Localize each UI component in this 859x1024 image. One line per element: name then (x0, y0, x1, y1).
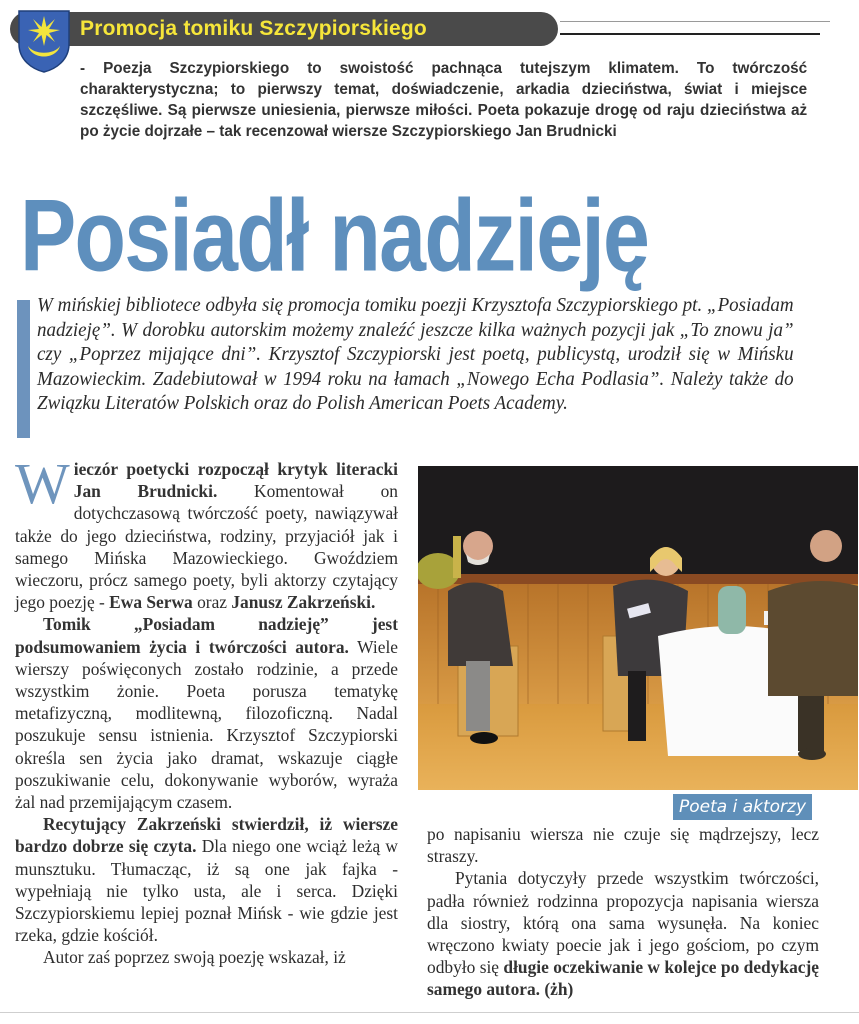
p1-bold-intro: ieczór poetycki rozpoczął krytyk literacki Jan Brudnicki. (73, 459, 398, 502)
p5-bold-end: długie oczekiwanie w kolejce po dedykację samego autora. (żh) (427, 957, 820, 1000)
p3-bold-intro: Recytujący Zakrzeński stwierdził, iż wiersze bardzo dobrze się czyta. (15, 814, 398, 857)
page-bottom-edge (0, 1012, 859, 1013)
photo-illustration (418, 466, 858, 790)
body-column-left (15, 451, 398, 969)
paragraph-5 (427, 867, 819, 1000)
drop-cap: W (15, 451, 70, 516)
p5-text: Pytania dotyczyły przede wszystkim twórczości, padła również rodzinna propozycja napisania wiersza dla siostry, którą ona sama wysunęła. Na koniec wręczono kwiaty poecie jak i jego gościom, po czym odbyło się (427, 868, 819, 978)
minsk-mazowiecki-coat-of-arms-icon (16, 8, 72, 74)
p3-text: Dla niego one wciąż leżą w munsztuku. Tłumacząc, iż są one jak fajka - wypełniają nie tylko usta, ale i serca. Dzięki Szczypiorskiemu lepiej poznał Mińsk - wie gdzie jest rzeka, gdzie kościół. (15, 836, 398, 946)
lead-accent-bar (17, 300, 30, 438)
event-photo (418, 466, 858, 790)
header-rule-thick (560, 33, 820, 35)
paragraph-1 (15, 451, 398, 613)
paragraph-2 (15, 613, 398, 813)
header-rule-thin (560, 21, 830, 22)
p1-name-2: Janusz Zakrzeński. (231, 592, 376, 613)
p2-bold-intro: Tomik „Posiadam nadzieję” jest podsumowaniem życia i twórczości autora. (15, 614, 398, 657)
article-headline: Posiadł nadzieję (20, 178, 649, 293)
intro-deck: - Poezja Szczypiorskiego to swoistość pachnąca tutejszym klimatem. To twórczość charakterystyczna; to pierwszy temat, doświadczenie, arkadia dzieciństwa, świat i miejsce szczęśliwe. Są pierwsze uniesienia, pierwsze miłości. Poeta pokazuje drogę od raju dzieciństwa aż po życie dojrzałe – tak recenzował wiersze Szczypiorskiego Jan Brudnicki (80, 60, 808, 140)
lead-paragraph: W mińskiej bibliotece odbyła się promocja tomiku poezji Krzysztofa Szczypiorskiego pt. „Posiadam nadzieję”. W dorobku autorskim możemy znaleźć jeszcze kilka ważnych pozycji jak „To znowu ja” czy „Poprzez mijające dni”. Krzysztof Szczypiorski jest poetą, publicystą, urodził się w Mińsku Mazowieckim. Zadebiutował w 1994 roku na łamach „Nowego Echa Podlasia”. Należy także do Związku Literatów Polskich oraz do Polish American Poets Academy. (37, 295, 794, 414)
p2-text: Wiele wierszy poświęconych zostało rodzinie, a przede wszystkim żonie. Poeta porusza tematykę metafizyczną, modlitewną, filozoficzną. Nadal poszukuje sensu istnienia. Krzysztof Szczypiorski określa sen życia jako dramat, wskazuje ciągłe poszukiwanie celu, dokonywanie wyborów, wyraża żal nad przemijającym czasem. (15, 636, 398, 813)
p1-text-a: Komentował on dotychczasową twórczość poety, nawiązywał także do jego dzieciństwa, rodziny, przyjaciół jak i samego Mińska Mazowieckiego. Gwoździem wieczoru, prócz samego poety, byli aktorzy czytający jego poezję - (15, 481, 398, 613)
p1-text-b: oraz (192, 592, 232, 613)
paragraph-3 (15, 813, 398, 946)
paragraph-4-start: Autor zaś poprzez swoją poezję wskazał, iż (43, 947, 346, 968)
p1-name-1: Ewa Serwa (109, 592, 193, 613)
section-title: Promocja tomiku Szczypiorskiego (80, 17, 427, 40)
body-column-right (427, 823, 819, 1001)
paragraph-4-continued: po napisaniu wiersza nie czuje się mądrzejszy, lecz straszy. (427, 824, 819, 867)
photo-caption: Poeta i aktorzy (673, 794, 812, 820)
